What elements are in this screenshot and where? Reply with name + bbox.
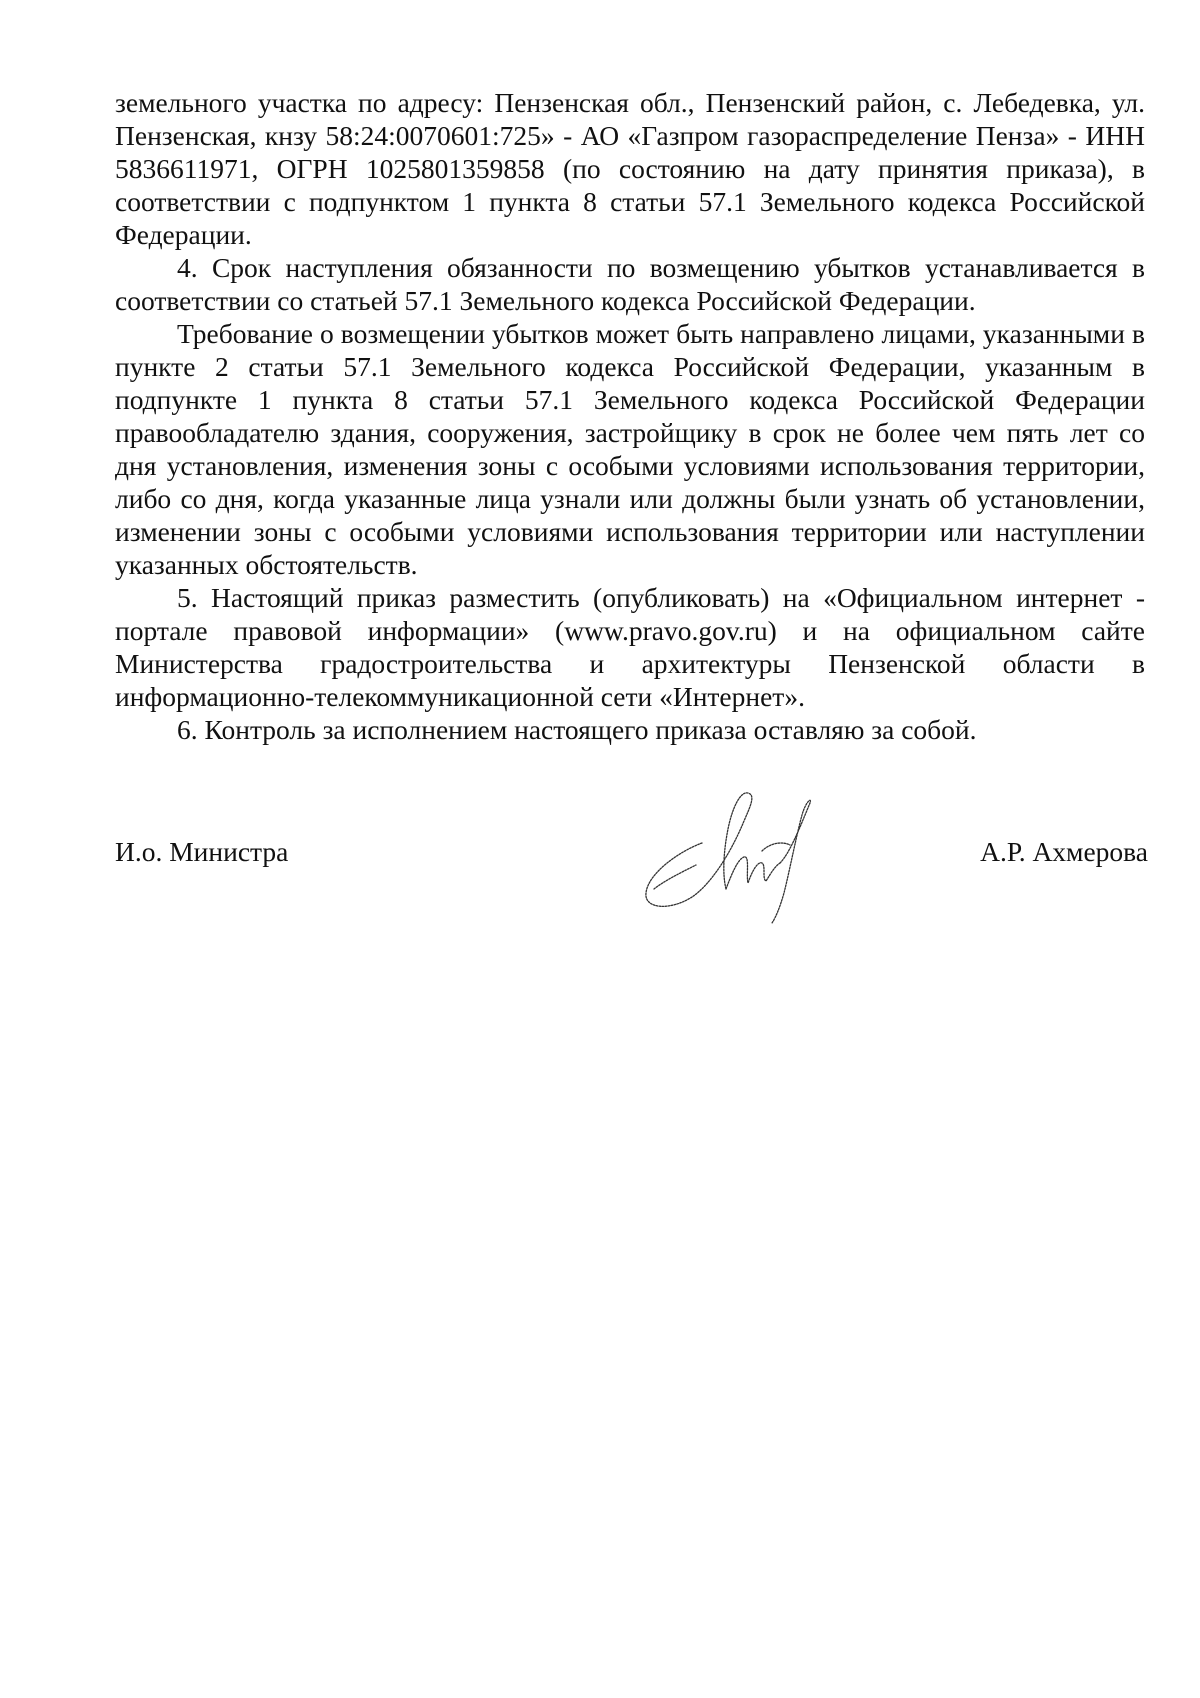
paragraph-address: земельного участка по адресу: Пензенская обл., Пензенский район, с. Лебедевка, ул. Пензенская, кнзу 58:24:0070601:725» - АО «Газпром газораспределение Пенза» - ИНН 5836611971, ОГРН 1025801359858 (по состоянию на дату принятия приказа), в соответствии с подпунктом 1 пункта 8 статьи 57.1 Земельного кодекса Российской Федерации. [115,87,1145,250]
document-body [115,86,1145,746]
paragraph-claim-requirement: Требование о возмещении убытков может быть направлено лицами, указанными в пункте 2 статьи 57.1 Земельного кодекса Российской Федерации, указанным в подпункте 1 пункта 8 статьи 57.1 Земельного кодекса Российской Федерации правообладателю здания, сооружения, застройщику в срок не более чем пять лет со дня установления, изменения зоны с особыми условиями использования территории, либо со дня, когда указанные лица узнали или должны были узнать об установлении, изменении зоны с особыми условиями использования территории или наступлении указанных обстоятельств. [115,318,1145,580]
signature-block [115,835,1148,875]
paragraph-item-4: 4. Срок наступления обязанности по возмещению убытков устанавливается в соответствии со статьей 57.1 Земельного кодекса Российской Федерации. [115,252,1145,316]
handwritten-signature [640,785,830,925]
signatory-position: И.о. Министра [115,836,289,867]
paragraph-item-6: 6. Контроль за исполнением настоящего приказа оставляю за собой. [177,714,977,745]
signatory-name: А.Р. Ахмерова [980,836,1148,867]
paragraph-item-5: 5. Настоящий приказ разместить (опубликовать) на «Официальном интернет - портале правовой информации» (www.pravo.gov.ru) и на официальном сайте Министерства градостроительства и архитектуры Пензенской области в информационно-телекоммуникационной сети «Интернет». [115,582,1145,712]
